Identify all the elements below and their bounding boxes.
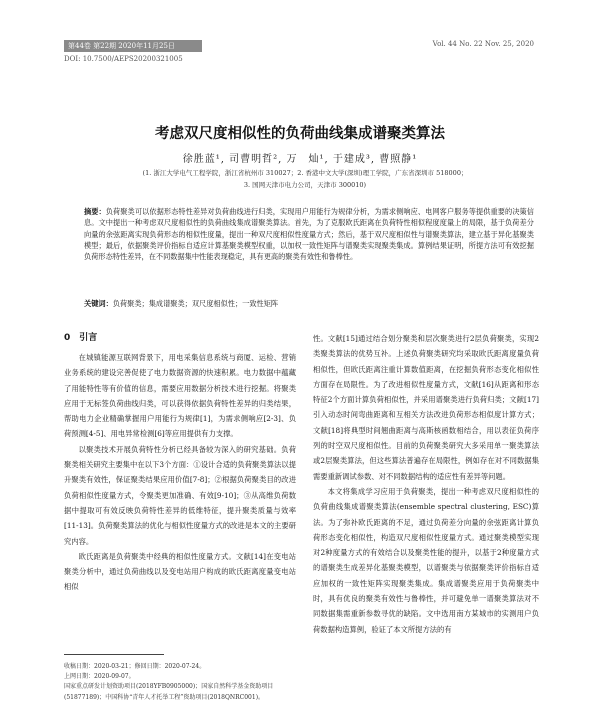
abstract: [84, 206, 534, 262]
affiliation-line: 3. 国网天津市电力公司，天津市 300010): [243, 181, 367, 189]
body-column-right: [313, 331, 539, 728]
journal-issue-badge: 第44卷 第22期 2020年11月25日: [64, 40, 202, 52]
author: , 司曹明哲²: [221, 154, 278, 165]
paragraph: 欧氏距离是负荷聚类中经典的相似性度量方式。文献[14]在变电站聚类分析中，通过负荷曲线以及变电站用户构成的欧氏距离度量变电站相似: [64, 551, 296, 592]
paper-title: 考虑双尺度相似性的负荷曲线集成谱聚类算法: [155, 126, 445, 142]
author: , 曹照静¹: [371, 154, 417, 165]
paragraph: 以聚类技术开展负荷特性分析已经具备较为深入的研究基础。负荷聚类相关研究主要集中在以下3个方面：①设计合适的负荷聚类算法以提升聚类有效性，保证聚类结果应用价值[7-8]；②根据负荷聚类目的改进负荷相似性度量方式，令聚类更加准确、有效[9-10]；③从高维负荷数据中提取可有效反映负荷特性差异的低维特征，提升聚类质量与效率[11-13]。负荷聚类算法的优化与相似性度量方式的改进是本文的主要研究内容。: [64, 444, 296, 546]
footnote-divider: [64, 654, 164, 655]
keywords-label: 关键词：: [84, 299, 113, 308]
abstract-label: 摘要：: [84, 207, 106, 216]
author: 徐胜蓝¹: [182, 154, 221, 165]
footnotes: [64, 662, 296, 703]
section-heading-introduction: 0 引言: [64, 333, 98, 343]
keywords: [84, 299, 534, 309]
keywords-text: 负荷聚类；集成谱聚类；双尺度相似性；一致性矩阵: [112, 299, 279, 308]
footnote-line: 国家重点研发计划资助项目(2018YFB0905000)；国家自然科学基金资助项目(51877189)；中国科协“青年人才托举工程”资助项目(2018QNRC001)。: [64, 683, 274, 701]
paragraph: 在城镇能源互联网背景下，用电采集信息系统与商厦、运检、营销业务系统的建设完善促使了电力数据资源的快速积累。电力数据中蕴藏了用能特性等有价值的信息，需要应用数据分析技术进行挖掘。将聚类应用于无标签负荷曲线归类，可以获得依据负荷特性差异的归类结果，帮助电力企业精确掌握用户用能行为规律[1]，为需求侧响应[2-3]、负荷预测[4-5]、用电异常检测[6]等应用提供有力支撑。: [64, 353, 296, 439]
doi: DOI: 10.7500/AEPS20200321005: [64, 55, 183, 63]
author: , 于建成³: [325, 154, 371, 165]
author-list: [0, 150, 600, 165]
paragraph: 本文将集成学习应用于负荷聚类，提出一种考虑双尺度相似性的负荷曲线集成谱聚类算法(ensemble spectral clustering, ESC)算法。为了弥补欧氏距离的不足，通过负荷差分向量的余弦距离计算负荷形态变化相似性，构造双尺度相似性度量方式。通过聚类模型实现对2种度量方式的有效结合以及聚类性能的提升，以基于2种度量方式的谱聚类生成差异化基聚类模型，以谱聚类与依据聚类评价指标自适应加权的一致性矩阵实现聚类集成。集成谱聚类应用于负荷聚类中时，具有优良的聚类有效性与鲁棒性，并可避免单一谱聚类算法对不同数据集需重新参数寻优的缺陷。文中选用南方某城市的实测用户负荷数据构造算例，验证了本文所提方法的有: [313, 486, 539, 634]
journal-issue-english: Vol. 44 No. 22 Nov. 25, 2020: [432, 40, 534, 48]
abstract-text: 负荷聚类可以依据形态特性差异对负荷曲线进行归类，实现用户用能行为规律分析，为需求侧响应、电网客户服务等提供重要的决策信息。文中提出一种考虑双尺度相似性的负荷曲线集成谱聚类算法。首先，为了克服欧氏距离在负荷特性相似程度度量上的局限，基于负荷差分向量的余弦距离实现负荷形态的相似性度量，提出一种双尺度相似性度量方式；然后，基于双尺度相似性与谱聚类算法，建立基于异化基聚类模型；最后，依据聚类评价指标自适应计算基聚类模型权重，以加权一致性矩阵与谱聚类实现聚类集成。算例结果证明，所提方法可有效挖掘负荷形态特性差异，在不同数据集中性能表现稳定，具有更高的聚类有效性和鲁棒性。: [84, 207, 534, 262]
footnote-line: 收稿日期：2020-03-21；修回日期：2020-07-24。: [64, 663, 206, 670]
author: , 万 灿¹: [278, 154, 324, 165]
footnote-line: 上网日期：2020-09-07。: [64, 673, 135, 681]
paragraph: 性。文献[15]通过结合划分聚类和层次聚类进行2层负荷聚类，实现2类聚类算法的优势互补。上述负荷聚类研究均采取欧氏距离度量负荷相似性，但欧氏距离注重计算数值距离，在挖掘负荷形态变化相似性方面存在局限性。为了改进相似性度量方式，文献[16]从距离和形态特征2个方面计算负荷相似性，并采用谱聚类进行负荷归类；文献[17]引入动态时间弯曲距离和互相关方法改进负荷形态相似度计算方式；文献[18]将典型时间翘曲距离与高斯核函数相结合，用以表征负荷序列的时空双尺度相似性。目前的负荷聚类研究大多采用单一聚类算法或2层聚类算法，但这些算法普遍存在局限性，例如存在对不同数据集需要重新调试参数、对不同数据结构的适应性有差异等问题。: [313, 334, 539, 481]
body-column-left: [64, 350, 296, 646]
affiliation-line: (1. 浙江大学电气工程学院，浙江省杭州市 310027；2. 香港中文大学(深圳)理工学院，广东省深圳市 518000；: [142, 169, 468, 177]
